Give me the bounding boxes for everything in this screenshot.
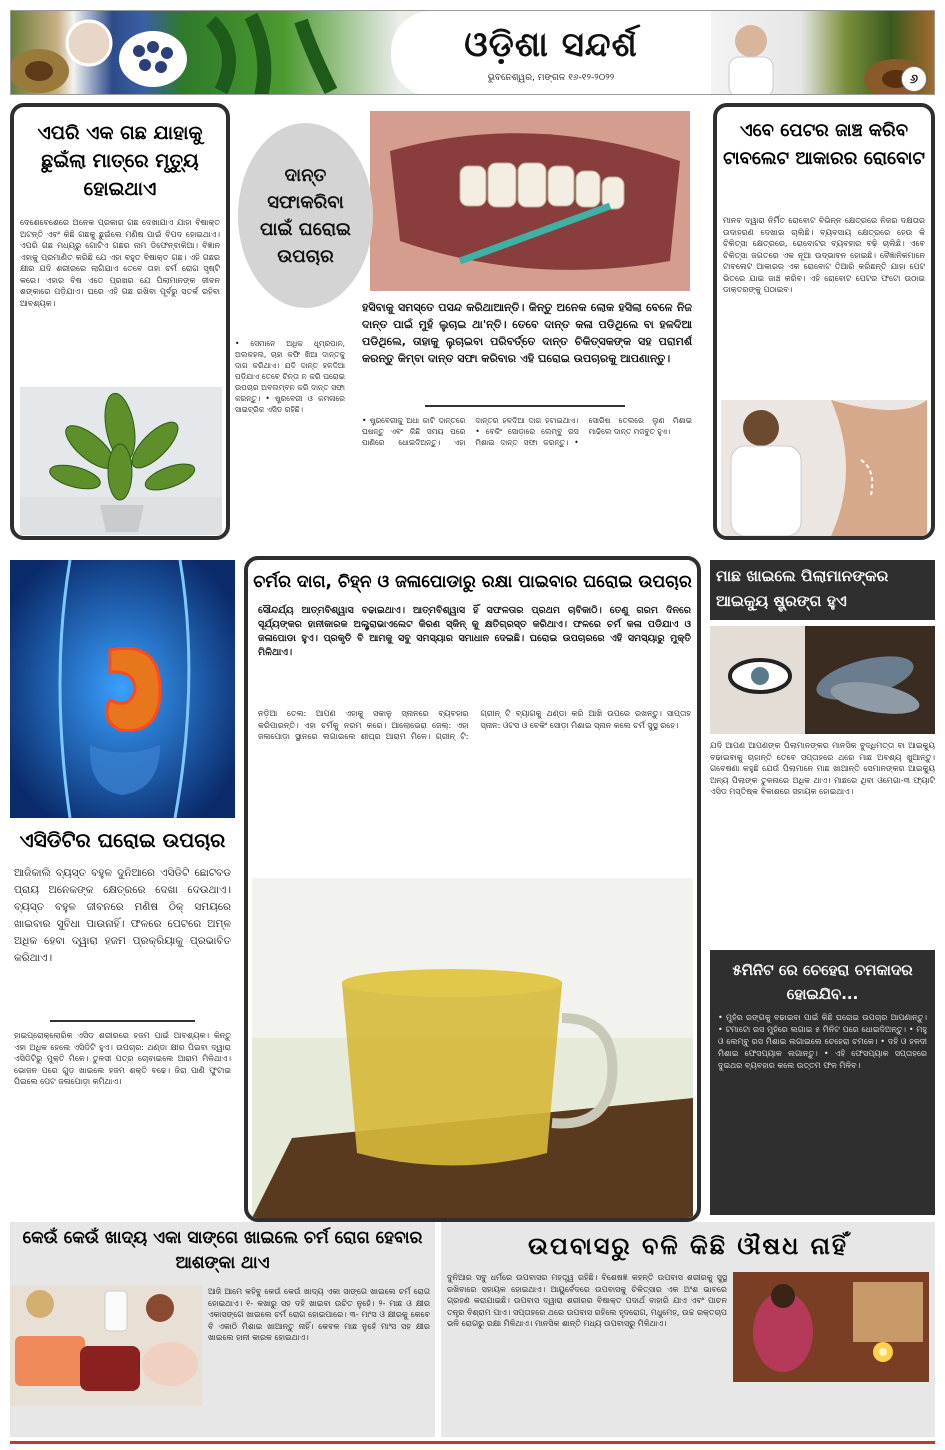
- teeth-bubble: [238, 123, 373, 308]
- story-tree: [10, 103, 230, 540]
- plant-graphic: [20, 387, 222, 535]
- dateline: ଭୁବନେଶ୍ୱର, ମଙ୍ଗଳ ୧୬-୧୨-୨୦୨୨: [487, 73, 615, 83]
- story-skin-headline: ଚର୍ମର ଦାଗ, ଚିହ୍ନ ଓ ଜଳାପୋଡାରୁ ରକ୍ଷା ପାଇବାର ଘରୋଇ ଉପଚାର: [253, 572, 692, 592]
- tea-cup-graphic: [252, 878, 693, 1218]
- masthead-title-area: [391, 11, 711, 95]
- story-robot-body: ମାନବ ଦ୍ୱାରା ନିର୍ମିତ ରୋବୋଟ ବିଭିନ୍ନ କ୍ଷେତ୍ରରେ ନିଜର ଦକ୍ଷତାର ଉଦାହରଣ ଦେଖାଇ ଚାଲିଛି। ବ୍ୟବସାୟ କ୍ଷେତ୍ରରେ ହେଉ କି ଚିକିତ୍ସା କ୍ଷେତ୍ରରେ, ରୋବୋଟର ବ୍ୟବହାର ବଢ଼ି ଚାଲିଛି। ଏବେ ଚିକିତ୍ସା ଜଗତରେ ଏକ ନୂଆ ଉଦ୍ଭାବନ ହୋଇଛି। ବୈଜ୍ଞାନିକମାନେ ଟାବଲେଟ ଆକାରର ଏକ ରୋବୋଟ ତିଆରି କରିଛନ୍ତି ଯାହା ପେଟ ଭିତରେ ଯାଇ ଜାଞ୍ଚ କରିବ। ଏହି ରୋବୋଟ ପେଟର ଫଟୋ ଉଠାଇ ଡାକ୍ତରଙ୍କୁ ପଠାଇବ।: [723, 216, 925, 294]
- plant-image: [20, 387, 222, 535]
- newspaper-title: ଓଡ଼ିଶା ସନ୍ଦର୍ଶ: [464, 25, 638, 65]
- story-acidity-intro: ଆଜିକାଲି ବ୍ୟସ୍ତ ବହୁଳ ଦୁନିଆରେ ଏସିଡିଟି ଛୋଟବଡ ପ୍ରାୟ ଅନେକଙ୍କ କ୍ଷେତ୍ରରେ ଦେଖା ଦେଉଥାଏ। ବ୍ୟସ୍ତ ବହୁଳ ଜୀବନରେ ମଣିଷ ଠିକ୍ ସମୟରେ ଖାଇବାର ସୁବିଧା ପାଉନାହିଁ। ଫଳରେ ପେଟରେ ଅମ୍ଳ ଅଧିକ ହେବା ଦ୍ୱାରା ହଜମ ପ୍ରକ୍ରିୟାକୁ ପ୍ରଭାବିତ କରିଥାଏ।: [14, 867, 231, 964]
- story-robot: [713, 103, 935, 540]
- masthead-image-left: [11, 11, 401, 95]
- story-glow-body: • ମୁହଁର ରଙ୍ଗକୁ ବଢାଇବା ପାଇଁ କିଛି ଘରୋଇ ଉପଚାର ଆପଣାନ୍ତୁ। • ଟମାଟୋ ରସ ମୁହଁରେ ଲଗାଇ ୫ ମିନିଟ ପରେ ଧୋଇଦିଅନ୍ତୁ। • ମହୁ ଓ ଲେମ୍ବୁ ରସ ମିଶାଇ ଲଗାଇଲେ ଚେହେରା ଚମକେ। • ଦହି ଓ ହଳଦୀ ମିଶାଇ ଫେସପ୍ୟାକ ଲଗାନ୍ତୁ। • ଏହି ଫେସପ୍ୟାକ ସପ୍ତାହରେ ଦୁଇଥର ବ୍ୟବହାର କଲେ ଉତ୍ତମ ଫଳ ମିଳିବ।: [718, 1013, 927, 1070]
- story-acidity-body: ହାଇପ୍ରୋକ୍ଲୋରିକ ଏସିଡ ଶରୀରରେ ହଜମ ପାଇଁ ଆବଶ୍ୟକ। କିନ୍ତୁ ଏହା ଅଧିକ ହେଲେ ଏସିଡିଟି ହୁଏ। ଉପଚାର: ଥଣ୍ଡା କ୍ଷୀର ପିଇବା ଦ୍ୱାରା ଏସିଡିଟିରୁ ମୁକ୍ତି ମିଳେ। ତୁଳସୀ ପତ୍ର ଚୋବାଇଲେ ଆରାମ ମିଳିଥାଏ। ଭୋଜନ ପରେ ଗୁଡ଼ ଖାଇଲେ ହଜମ ଶକ୍ତି ବଢେ। ଜିରା ପାଣି ଫୁଟାଇ ପିଇଲେ ପେଟ ଜଳାପୋଡ଼ା କମିଥାଏ।: [14, 1031, 231, 1086]
- story-food: [10, 1222, 435, 1437]
- story-acidity-headline: ଏସିଡିଟିର ଘରୋଇ ଉପଚାର: [19, 828, 226, 852]
- teeth-bullets: • ଷ୍ଟ୍ରବେରୀକୁ ଅଧା କାଟି ଦାନ୍ତରେ ଘଷନ୍ତୁ ଏବଂ କିଛି ସମୟ ପରେ ପାଣିରେ ଧୋଇଦିଅନ୍ତୁ। ଏହା ଦାନ୍ତର ହଳଦିଆ ଦାଗ ହଟାଇଥାଏ। • ବେକିଂ ସୋଡ଼ାରେ ଲେମ୍ବୁ ରସ ମିଶାଇ ଦାନ୍ତ ସଫା କରନ୍ତୁ। • ସୋରିଷ ତେଲରେ ଲୁଣ ମିଶାଇ ମାଢିଲେ ଦାନ୍ତ ମଜବୁତ ହୁଏ।: [362, 416, 692, 447]
- acidity-divider: [50, 1020, 195, 1022]
- stomach-graphic: [10, 560, 235, 818]
- teeth-divider: [425, 405, 625, 407]
- story-teeth: [235, 103, 700, 548]
- page-number: ୬: [909, 72, 919, 87]
- masthead: [10, 10, 935, 95]
- story-fish-headline: ମାଛ ଖାଇଲେ ପିଲାମାନଙ୍କର ଆଇକ୍ୟୁ ଷ୍ଟ୍ରଙ୍ଗ ହୁଏ: [716, 567, 889, 610]
- story-food-headline: କେଉଁ କେଉଁ ଖାଦ୍ୟ ଏକା ସାଙ୍ଗେ ଖାଇଲେ ଚର୍ମ ରୋଗ ହେବାର ଆଶଙ୍କା ଥାଏ: [22, 1228, 423, 1273]
- tea-image: [252, 878, 693, 1218]
- story-fish-header: [710, 560, 935, 620]
- examination-graphic: [721, 400, 927, 536]
- story-acidity: [10, 560, 235, 1222]
- robot-image: [721, 400, 927, 536]
- story-glow: [710, 950, 935, 1215]
- teeth-intro: ହସିବାକୁ ସମସ୍ତେ ପସନ୍ଦ କରିଥାଆନ୍ତି। କିନ୍ତୁ ଅନେକ ଲୋକ ହସିଲା ବେଳେ ନିଜ ଦାନ୍ତ ପାଇଁ ମୁହଁ ଲୁଚାଇ ଥା'ନ୍ତି। ତେବେ ଦାନ୍ତ କଳା ପଡିଥିଲେ ବା ହଳଦିଆ ପଡିଥିଲେ, ତାହାକୁ ଲୁଚାଇବା ପରିବର୍ତ୍ତେ ଦାନ୍ତ ଚିକିତ୍ସକଙ୍କ ସହ ପରାମର୍ଶ କରନ୍ତୁ କିମ୍ବା ଦାନ୍ତ ସଫା କରିବାର ଏହି ଘରୋଇ ଉପଚାରକୁ ଆପଣାନ୍ତୁ।: [362, 301, 692, 365]
- story-skin-body: ନଡ଼ିଆ ତେଲ: ଆପଣ ଏହାକୁ ସକାଳୁ ସ୍ନାନରେ ବ୍ୟବହାର କରିପାରନ୍ତି। ଏହା ଚର୍ମକୁ ନରମ କରେ। ଆଲୋଭେରା ଜେଲ୍: ଏହା ଜଳାପୋଡ଼ା ସ୍ଥାନରେ ଲଗାଇଲେ ଶୀଘ୍ର ଆରାମ ମିଳେ। ଗ୍ରୀନ୍ ଟି: ଗ୍ରୀନ୍ ଟି ବ୍ୟାଗକୁ ଥଣ୍ଡା କରି ଆଖି ଉପରେ ରଖନ୍ତୁ। ସାପ୍ତାହ ସ୍ନାନ: ଓଟସ ଓ ବେକିଂ ସୋଡ଼ା ମିଶାଇ ସ୍ନାନ କଲେ ଚର୍ମ ସୁସ୍ଥ ରହେ।: [258, 709, 691, 741]
- story-glow-headline: ୫ମିନିଟ ରେ ଚେହେରା ଚମକାଦର ହୋଇଯିବ...: [732, 961, 913, 1003]
- story-fasting-body: ଦୁନିଆର ସବୁ ଧର୍ମରେ ଉପବାସର ମହତ୍ତ୍ୱ ରହିଛି। ବିଶେଷଜ୍ଞ କହନ୍ତି ଉପବାସ ଶରୀରକୁ ସୁସ୍ଥ ରଖିବାରେ ସହାୟକ ହୋଇଥାଏ। ଆୟୁର୍ବେଦରେ ଉପବାସକୁ ଚିକିତ୍ସାର ଏକ ଅଂଶ ଭାବରେ ଗ୍ରହଣ କରାଯାଇଛି। ଉପବାସ ଦ୍ୱାରା ଶରୀରର ବିଷାକ୍ତ ପଦାର୍ଥ ବାହାରି ଯାଏ ଏବଂ ପାଚନ ତନ୍ତ୍ର ବିଶ୍ରାମ ପାଏ। ସପ୍ତାହରେ ଥରେ ଉପବାସ ରହିଲେ ହୃଦରୋଗ, ମଧୁମେହ, ଉଚ୍ଚ ରକ୍ତଚାପ ଭଳି ରୋଗରୁ ରକ୍ଷା ମିଳିଥାଏ। ମାନସିକ ଶାନ୍ତି ମଧ୍ୟ ଉପବାସରୁ ମିଳିଥାଏ।: [447, 1273, 727, 1328]
- teeth-image: [370, 111, 690, 291]
- story-fasting-headline: ଉପବାସରୁ ବଳି କିଛି ଔଷଧ ନାହିଁ: [528, 1232, 848, 1260]
- stomach-image: [10, 560, 235, 818]
- story-robot-headline: ଏବେ ପେଟର ଜାଞ୍ଚ କରିବ ଟାବଲେଟ ଆକାରର ରୋବୋଟ: [723, 120, 925, 169]
- fish-eye-graphic: [710, 626, 935, 734]
- teeth-bubble-text: ଦାନ୍ତ ସଫାକରିବା ପାଇଁ ଘରୋଇ ଉପଚାର: [259, 164, 352, 267]
- story-skin-intro: ସୌନ୍ଦର୍ଯ୍ୟ ଆତ୍ମବିଶ୍ୱାସ ବଢାଇଥାଏ। ଆତ୍ମବିଶ୍ୱାସ ହିଁ ସଫଳତାର ପ୍ରଥମ ଚାବିକାଠି। ତେଣୁ ଗରମ ଦିନରେ ସୂର୍ଯ୍ୟଙ୍କର ହାନୀକାରକ ଅଲ୍ଟ୍ରାଭାଏଲେଟ କିରଣ ସ୍କିନ୍ କୁ କ୍ଷତିଗ୍ରସ୍ତ କରିଥାଏ। ଫଳରେ ଚର୍ମ କଳା ପଡିଯାଏ ଓ ଜଳାପୋଡା ହୁଏ। ପ୍ରକୃତି ବି ଆମକୁ ସବୁ ସମସ୍ୟାର ସମାଧାନ ଦେଇଛି। ଘରୋଇ ଉପଚାରରେ ଏହି ସମସ୍ୟାରୁ ମୁକ୍ତି ମିଳିଥାଏ।: [258, 605, 691, 658]
- story-tree-headline: ଏପରି ଏକ ଗଛ ଯାହାକୁ ଛୁଇଁଲା ମାତ୍ରେ ମୃତ୍ୟୁ ହୋଇଥାଏ: [37, 122, 203, 200]
- story-fasting: [441, 1222, 935, 1437]
- teeth-bullets-left: • ସେମାନେ ଅଧିକ ଧୂମ୍ରପାନ, ଅଲକହଲ, ଚାହା କଫି ଖିଆ ଦାନ୍ତକୁ ଦାଗ କରିଥାଏ। ଯଦି ଦାନ୍ତ ହଳଦିଆ ପଡ଼ିଯାଏ ତେବେ ଚିନ୍ତା ନ କରି ଘରୋଇ ଉପଚାର ଅବଲମ୍ବନ କରି ଦାନ୍ତ ସଫା କରନ୍ତୁ। • ଷ୍ଟ୍ରବେରୀ ଓ କମଳାରେ ସାଇଟ୍ରିକ ଏସିଡ ରହିଛି।: [235, 339, 345, 414]
- story-skin: [244, 556, 701, 1222]
- page-number-badge: [901, 66, 927, 92]
- story-food-body: ଆଜି ଆମେ କହିବୁ କେଉଁ କେଉଁ ଖାଦ୍ୟ ଏକା ସାଙ୍ଗେ ଖାଇଲେ ଚର୍ମ ରୋଗ ହୋଇଥାଏ। ୧- କଖାରୁ ସହ ଦହି ଖାଇବା ଉଚିତ ନୁହେଁ। ୨- ମାଛ ଓ କ୍ଷୀର ଏକାସଙ୍ଗେ ଖାଇଲେ ଚର୍ମ ରୋଗ ହୋଇପାରେ। ୩- ମାଂସ ଓ କ୍ଷୀରକୁ କେବେ ବି ଏକାଠି ମିଶାଇ ଖାଆନ୍ତୁ ନାହିଁ। କେବଳ ମାଛ ନୁହେଁ ମାଂସ ସହ କ୍ଷୀର ଖାଇଲେ ହାନୀ କାରକ ହୋଇଥାଏ।: [208, 1287, 430, 1342]
- masthead-food-graphic: [11, 11, 401, 95]
- fish-image: [710, 626, 935, 734]
- story-fish-body: ଯଦି ଆପଣ ଆପଣଙ୍କ ପିଲାମାନଙ୍କର ମାନସିକ ବୁଦ୍ଧିମତ୍ତା ବା ଆଇକ୍ୟୁ ବଢାଇବାକୁ ଚାହାନ୍ତି ତେବେ ସପ୍ତାହରେ ଥରେ ମାଛ ଅବଶ୍ୟ ଖୁଆନ୍ତୁ। ଗବେଷଣା କହୁଛି ଯେଉଁ ପିଲାମାନେ ମାଛ ଖାଆନ୍ତି ସେମାନଙ୍କର ଆଇକ୍ୟୁ ଅନ୍ୟ ପିଲାଙ୍କ ତୁଳନାରେ ଅଧିକ ଥାଏ। ମାଛରେ ଥିବା ଓମେଗା-୩ ଫ୍ୟାଟି ଏସିଡ ମସ୍ତିଷ୍କ ବିକାଶରେ ସହାୟକ ହୋଇଥାଏ।: [710, 741, 935, 796]
- food-graphic: [10, 1286, 202, 1406]
- teeth-graphic: [370, 111, 690, 291]
- footer-rule: [10, 1441, 935, 1444]
- story-fish: [710, 560, 935, 950]
- story-tree-body: ଦେଶେବେଶେରେ ଅନେକ ପ୍ରକାର ଗଛ ଦେଖାଯାଏ ଯାହା ବିଷାକ୍ତ ଅଟନ୍ତି ଏବଂ କିଛି ଗଛକୁ ଛୁଇଁଲେ ମଣିଷ ପାଇଁ ବିପଦ ହୋଇଥାଏ। ଏପରି ଗଛ ମଧ୍ୟରୁ ଗୋଟିଏ ଗଛର ନାମ ଡିଫେନ୍‌ବାକିଆ। ବିଜ୍ଞାନ ଏହାକୁ ପ୍ରମାଣିତ କରିଛି ଯେ ଏହା ବହୁତ ବିଷାକ୍ତ ଗଛ। ଏହି ଗଛର କ୍ଷୀର ଯଦି ଶରୀରରେ ଲାଗିଯାଏ ତେବେ ତାହା ଚର୍ମ ରୋଗ ସୃଷ୍ଟି କରେ। ଏହାର ବିଷ ଏତେ ପ୍ରଖର ଯେ ପିଲାମାନଙ୍କ ଜୀବନ ଶଙ୍କାରେ ପଡ଼ିଯାଏ। ଘରେ ଏହି ଗଛ ରଖିବା ପୂର୍ବରୁ ସତର୍କ ରହିବା ଆବଶ୍ୟକ।: [20, 218, 220, 308]
- fasting-image: [733, 1272, 929, 1382]
- food-image: [10, 1286, 202, 1406]
- prayer-graphic: [733, 1272, 929, 1382]
